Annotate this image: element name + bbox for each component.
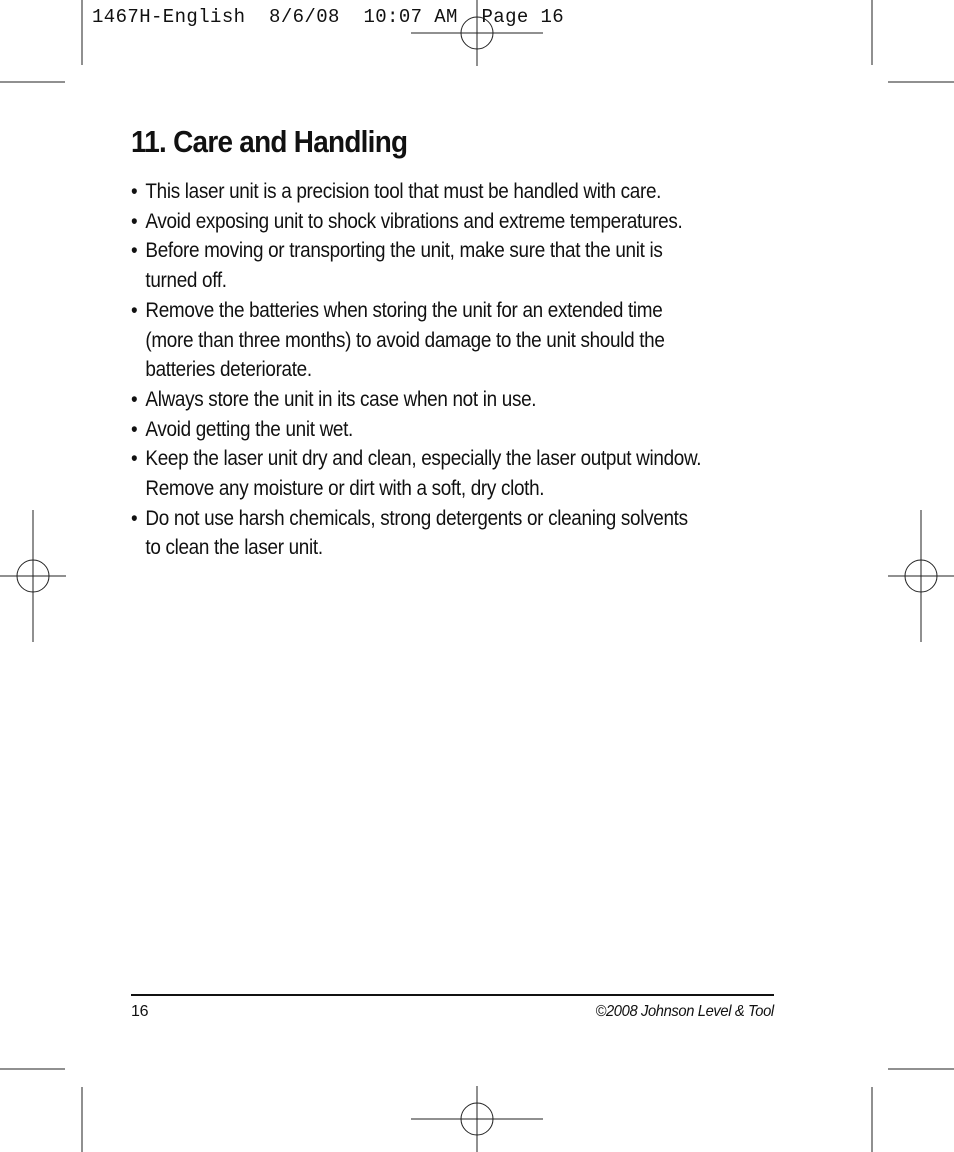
list-item-line: Avoid getting the unit wet. <box>145 417 353 441</box>
list-item-line: batteries deteriorate. <box>145 358 312 382</box>
footer-rule <box>131 994 774 996</box>
bullet-glyph: • <box>131 239 138 263</box>
bullet-glyph: • <box>131 180 138 203</box>
bullet-glyph: • <box>131 298 138 322</box>
list-item-line: (more than three months) to avoid damage to the unit should the <box>145 328 665 352</box>
bullet-glyph: • <box>131 209 138 233</box>
bullet-glyph: • <box>131 506 138 530</box>
list-item-line: to clean the laser unit. <box>145 536 323 560</box>
list-item-line: Always store the unit in its case when not in use. <box>145 387 537 411</box>
list-item-line: Remove any moisture or dirt with a soft, dry cloth. <box>145 477 545 501</box>
list-item-line: turned off. <box>145 269 227 293</box>
print-slug-line: 1467H-English 8/6/08 10:07 AM Page 16 <box>92 6 565 28</box>
list-item <box>131 207 761 237</box>
list-item <box>131 415 761 445</box>
section-heading: 11. Care and Handling <box>131 124 408 159</box>
list-item-line: Remove the batteries when storing the unit for an extended time <box>145 298 663 322</box>
list-item-line: Do not use harsh chemicals, strong detergents or cleaning solvents <box>145 506 688 530</box>
bullet-glyph: • <box>131 447 138 471</box>
list-item <box>131 504 761 563</box>
list-item-line: Before moving or transporting the unit, make sure that the unit is <box>145 239 663 263</box>
list-item <box>131 385 761 415</box>
list-item-line: This laser unit is a precision tool that must be handled with care. <box>145 180 662 203</box>
list-item <box>131 296 761 385</box>
copyright-notice: ©2008 Johnson Level & Tool <box>595 1003 774 1020</box>
list-item-line: Keep the laser unit dry and clean, especially the laser output window. <box>145 447 702 471</box>
bullet-glyph: • <box>131 387 138 411</box>
registration-mark-bottom <box>411 1086 543 1152</box>
list-item <box>131 444 761 503</box>
bullet-glyph: • <box>131 417 138 441</box>
registration-mark-left <box>0 510 66 642</box>
registration-mark-right <box>888 510 954 642</box>
page-number: 16 <box>131 1003 149 1020</box>
list-item <box>131 236 761 295</box>
care-instructions-list <box>131 177 761 563</box>
list-item-line: Avoid exposing unit to shock vibrations and extreme temperatures. <box>145 209 683 233</box>
list-item <box>131 177 761 207</box>
